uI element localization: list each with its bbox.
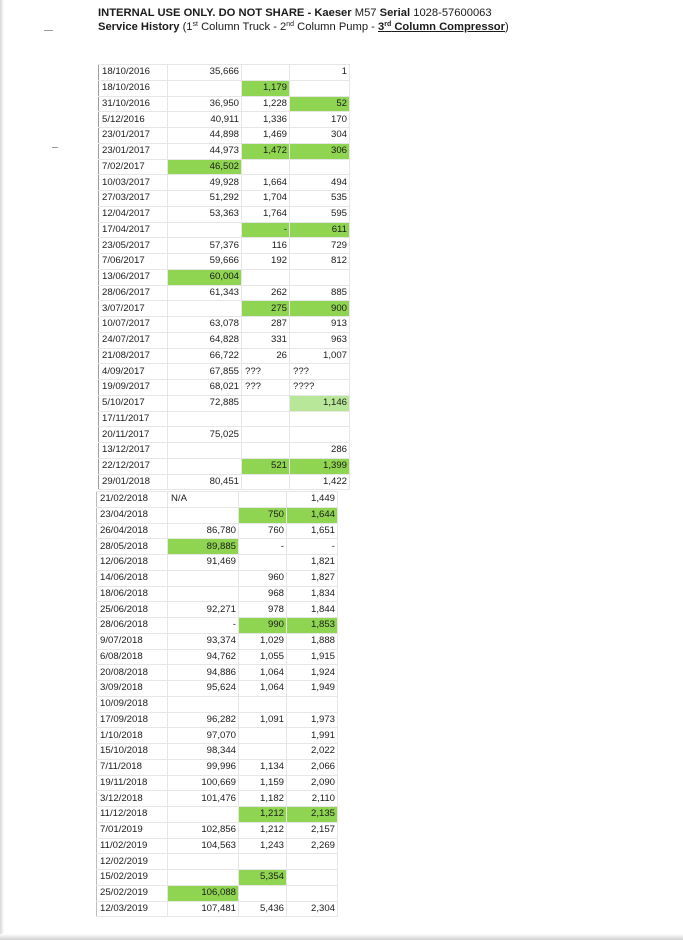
table-row [99,411,350,427]
pump-cell: 1,159 [239,775,287,791]
pump-cell: 1,064 [239,665,287,681]
compressor-cell: ???? [290,380,350,396]
truck-cell: 102,856 [168,822,239,838]
truck-cell: 40,911 [168,112,242,128]
date-cell: 15/10/2018 [97,744,168,760]
table-row [97,759,338,775]
table-row [99,269,350,285]
table-row [97,523,338,539]
pump-cell: 1,091 [239,712,287,728]
table-row [97,885,338,901]
header-line-1 [98,6,509,20]
pump-cell [242,395,290,411]
document-header [98,6,509,34]
pump-cell: 26 [242,348,290,364]
table-row [97,870,338,886]
table-row [99,191,350,207]
table-row [97,775,338,791]
table-row [97,854,338,870]
table-row [97,570,338,586]
compressor-cell: 1,949 [287,681,338,697]
pump-cell: - [239,539,287,555]
truck-cell: 63,078 [168,317,242,333]
truck-cell: 94,762 [168,649,239,665]
truck-cell [168,586,239,602]
truck-cell: 60,004 [168,269,242,285]
date-cell: 20/08/2018 [97,665,168,681]
confidentiality-notice: INTERNAL USE ONLY. DO NOT SHARE - Kaeser [98,7,352,19]
truck-cell: 94,886 [168,665,239,681]
table-row [97,649,338,665]
truck-cell: 99,996 [168,759,239,775]
table-row [99,301,350,317]
compressor-cell: 1,924 [287,665,338,681]
date-cell: 12/03/2019 [97,901,168,917]
compressor-cell: 2,304 [287,901,338,917]
table-row [99,206,350,222]
table-row [99,427,350,443]
table-row [99,128,350,144]
compressor-cell: 170 [290,112,350,128]
table-row [99,348,350,364]
date-cell: 25/02/2019 [97,885,168,901]
table-row [97,728,338,744]
pump-cell [239,854,287,870]
truck-cell: 53,363 [168,206,242,222]
truck-cell [168,507,239,523]
date-cell: 10/03/2017 [99,175,168,191]
compressor-cell [287,885,338,901]
truck-cell [168,854,239,870]
table-row [99,112,350,128]
date-cell: 23/01/2017 [99,128,168,144]
compressor-cell: 1,644 [287,507,338,523]
compressor-cell: 963 [290,332,350,348]
date-cell: 19/09/2017 [99,380,168,396]
truck-cell: 64,828 [168,332,242,348]
table-row [99,175,350,191]
date-cell: 17/11/2017 [99,411,168,427]
compressor-cell: 1,146 [290,395,350,411]
compressor-cell: 812 [290,254,350,270]
compressor-cell: 1,973 [287,712,338,728]
table-row [99,474,350,490]
truck-cell: 80,451 [168,474,242,490]
compressor-cell: 2,110 [287,791,338,807]
service-table-body [97,492,338,917]
pump-cell: - [242,222,290,238]
pump-cell [242,65,290,81]
truck-cell: - [168,618,239,634]
compressor-cell: 1,888 [287,633,338,649]
scanned-page-bottom-edge [0,934,683,940]
ordinal-suffix: rd [384,21,392,28]
compressor-cell [287,854,338,870]
truck-cell: 66,722 [168,348,242,364]
pump-cell: 5,354 [239,870,287,886]
compressor-cell: 1,844 [287,602,338,618]
truck-cell: 96,282 [168,712,239,728]
compressor-cell: 1,651 [287,523,338,539]
compressor-cell: 1,915 [287,649,338,665]
column-legend-text: ) [505,21,509,33]
truck-cell: 44,898 [168,128,242,144]
compressor-cell: 1 [290,65,350,81]
date-cell: 7/01/2019 [97,822,168,838]
compressor-cell: 1,991 [287,728,338,744]
table-row [99,254,350,270]
pump-cell: 1,243 [239,838,287,854]
pump-cell: 116 [242,238,290,254]
table-row [97,555,338,571]
truck-cell: 92,271 [168,602,239,618]
pump-cell [239,492,287,508]
pump-cell [239,555,287,571]
truck-cell: 36,950 [168,96,242,112]
pump-cell: 968 [239,586,287,602]
date-cell: 31/10/2016 [99,96,168,112]
compressor-cell: 306 [290,143,350,159]
compressor-cell [290,427,350,443]
truck-cell: 35,666 [168,65,242,81]
date-cell: 13/12/2017 [99,443,168,459]
truck-cell: 68,021 [168,380,242,396]
compressor-cell: 729 [290,238,350,254]
truck-cell [168,458,242,474]
truck-cell: 97,070 [168,728,239,744]
table-row [99,332,350,348]
column-legend-text: Column Truck - 2 [197,21,287,33]
pump-cell: 5,436 [239,901,287,917]
ordinal-suffix: st [192,21,198,28]
column-legend-text: Column Pump - [294,21,378,33]
table-row [99,238,350,254]
truck-cell: 75,025 [168,427,242,443]
date-cell: 24/07/2017 [99,332,168,348]
pump-cell: 1,704 [242,191,290,207]
table-row [97,602,338,618]
compressor-column-label [378,21,505,33]
date-cell: 4/09/2017 [99,364,168,380]
service-table-2016-2018 [98,64,350,490]
scan-mark [44,30,53,31]
scan-mark [52,147,58,148]
compressor-cell: 2,157 [287,822,338,838]
compressor-cell: 2,269 [287,838,338,854]
truck-cell: 93,374 [168,633,239,649]
compressor-cell: 1,399 [290,458,350,474]
compressor-cell: 304 [290,128,350,144]
pump-cell: 1,029 [239,633,287,649]
table-row [99,364,350,380]
date-cell: 9/07/2018 [97,633,168,649]
truck-cell: 101,476 [168,791,239,807]
compressor-cell: ??? [290,364,350,380]
table-row [97,696,338,712]
truck-cell [168,411,242,427]
compressor-cell: 535 [290,191,350,207]
pump-cell: 262 [242,285,290,301]
pump-cell [239,744,287,760]
compressor-cell: 2,135 [287,807,338,823]
truck-cell [168,696,239,712]
truck-cell [168,570,239,586]
compressor-cell: 1,449 [287,492,338,508]
pump-cell [242,159,290,175]
compressor-cell: 2,066 [287,759,338,775]
serial-label: Serial [379,7,411,19]
pump-cell: 192 [242,254,290,270]
column-legend-text: (1 [179,21,193,33]
compressor-cell: 1,834 [287,586,338,602]
pump-cell: 1,228 [242,96,290,112]
column-number: 3 [378,21,385,33]
date-cell: 13/06/2017 [99,269,168,285]
table-row [99,65,350,81]
date-cell: 25/06/2018 [97,602,168,618]
compressor-cell: 1,422 [290,474,350,490]
table-row [99,380,350,396]
table-row [97,633,338,649]
table-row [99,395,350,411]
truck-cell [168,443,242,459]
date-cell: 5/12/2016 [99,112,168,128]
truck-cell [168,807,239,823]
date-cell: 27/03/2017 [99,191,168,207]
truck-cell: 107,481 [168,901,239,917]
pump-cell [242,443,290,459]
pump-cell: 1,472 [242,143,290,159]
compressor-cell: 1,853 [287,618,338,634]
date-cell: 19/11/2018 [97,775,168,791]
date-cell: 11/02/2019 [97,838,168,854]
header-line-2 [98,20,509,34]
service-table-body [99,65,350,490]
date-cell: 15/02/2019 [97,870,168,886]
pump-cell: 1,336 [242,112,290,128]
pump-cell [242,269,290,285]
truck-cell [168,222,242,238]
truck-cell: 59,666 [168,254,242,270]
compressor-cell: 2,022 [287,744,338,760]
compressor-cell [290,411,350,427]
pump-cell: 1,212 [239,822,287,838]
compressor-cell: 1,821 [287,555,338,571]
date-cell: 20/11/2017 [99,427,168,443]
truck-cell: 51,292 [168,191,242,207]
compressor-cell: 286 [290,443,350,459]
pump-cell: 1,212 [239,807,287,823]
pump-cell [239,696,287,712]
pump-cell: 1,182 [239,791,287,807]
date-cell: 3/07/2017 [99,301,168,317]
table-row [99,80,350,96]
table-row [99,285,350,301]
compressor-cell: 913 [290,317,350,333]
compressor-cell: 1,007 [290,348,350,364]
compressor-cell: - [287,539,338,555]
table-row [97,665,338,681]
pump-cell: 331 [242,332,290,348]
pump-cell: 1,764 [242,206,290,222]
date-cell: 12/04/2017 [99,206,168,222]
service-history-title: Service History [98,21,180,33]
pump-cell [242,474,290,490]
table-row [97,744,338,760]
date-cell: 7/06/2017 [99,254,168,270]
date-cell: 29/01/2018 [99,474,168,490]
truck-cell: 46,502 [168,159,242,175]
date-cell: 18/06/2018 [97,586,168,602]
table-row [99,317,350,333]
truck-cell: 100,669 [168,775,239,791]
pump-cell: 1,179 [242,80,290,96]
service-table-2018-2019 [96,491,338,917]
pump-cell: 521 [242,458,290,474]
pump-cell: 1,134 [239,759,287,775]
date-cell: 18/10/2016 [99,65,168,81]
pump-cell: ??? [242,364,290,380]
pump-cell: ??? [242,380,290,396]
pump-cell: 1,064 [239,681,287,697]
pump-cell: 990 [239,618,287,634]
compressor-cell [290,269,350,285]
pump-cell [239,728,287,744]
pump-cell: 750 [239,507,287,523]
table-row [97,681,338,697]
table-row [99,96,350,112]
date-cell: 3/09/2018 [97,681,168,697]
date-cell: 17/09/2018 [97,712,168,728]
truck-cell: 57,376 [168,238,242,254]
date-cell: 12/06/2018 [97,555,168,571]
truck-cell: 44,973 [168,143,242,159]
truck-cell: 91,469 [168,555,239,571]
truck-cell: 98,344 [168,744,239,760]
date-cell: 7/02/2017 [99,159,168,175]
table-row [99,222,350,238]
table-row [99,159,350,175]
date-cell: 18/10/2016 [99,80,168,96]
ordinal-suffix: nd [286,21,295,28]
pump-cell [242,427,290,443]
table-row [97,492,338,508]
date-cell: 23/01/2017 [99,143,168,159]
compressor-cell [290,80,350,96]
compressor-cell: 595 [290,206,350,222]
table-row [97,618,338,634]
table-row [97,807,338,823]
truck-cell: 67,855 [168,364,242,380]
date-cell: 21/02/2018 [97,492,168,508]
date-cell: 22/12/2017 [99,458,168,474]
pump-cell: 978 [239,602,287,618]
date-cell: 1/10/2018 [97,728,168,744]
truck-cell: 72,885 [168,395,242,411]
date-cell: 23/04/2018 [97,507,168,523]
date-cell: 28/06/2018 [97,618,168,634]
pump-cell [242,411,290,427]
compressor-cell: 885 [290,285,350,301]
compressor-cell: 494 [290,175,350,191]
date-cell: 10/07/2017 [99,317,168,333]
pump-cell: 760 [239,523,287,539]
column-legend-text: Column Compressor [391,21,505,33]
compressor-cell: 611 [290,222,350,238]
date-cell: 21/08/2017 [99,348,168,364]
truck-cell [168,870,239,886]
table-row [99,443,350,459]
table-row [97,791,338,807]
date-cell: 17/04/2017 [99,222,168,238]
table-row [97,901,338,917]
truck-cell [168,301,242,317]
serial-number: 1028-57600063 [410,7,492,19]
date-cell: 26/04/2018 [97,523,168,539]
pump-cell [239,885,287,901]
pump-cell: 1,055 [239,649,287,665]
truck-cell: 95,624 [168,681,239,697]
compressor-cell: 1,827 [287,570,338,586]
date-cell: 11/12/2018 [97,807,168,823]
date-cell: 28/05/2018 [97,539,168,555]
date-cell: 7/11/2018 [97,759,168,775]
compressor-cell: 52 [290,96,350,112]
pump-cell: 1,469 [242,128,290,144]
truck-cell: 106,088 [168,885,239,901]
truck-cell: 86,780 [168,523,239,539]
truck-cell [168,80,242,96]
pump-cell: 960 [239,570,287,586]
pump-cell: 275 [242,301,290,317]
compressor-cell: 2,090 [287,775,338,791]
compressor-cell: 900 [290,301,350,317]
date-cell: 14/06/2018 [97,570,168,586]
compressor-cell [290,159,350,175]
truck-cell: 89,885 [168,539,239,555]
date-cell: 3/12/2018 [97,791,168,807]
date-cell: 23/05/2017 [99,238,168,254]
truck-cell: 104,563 [168,838,239,854]
compressor-cell [287,696,338,712]
table-row [99,458,350,474]
truck-cell: 61,343 [168,285,242,301]
pump-cell: 1,664 [242,175,290,191]
pump-cell: 287 [242,317,290,333]
compressor-cell [287,870,338,886]
table-row [97,838,338,854]
table-row [97,539,338,555]
table-row [97,586,338,602]
truck-cell: 49,928 [168,175,242,191]
table-row [97,822,338,838]
date-cell: 5/10/2017 [99,395,168,411]
model-text: M57 [351,7,380,19]
date-cell: 6/08/2018 [97,649,168,665]
date-cell: 10/09/2018 [97,696,168,712]
scanned-page-edge [0,0,4,940]
date-cell: 28/06/2017 [99,285,168,301]
date-cell: 12/02/2019 [97,854,168,870]
table-row [99,143,350,159]
table-row [97,712,338,728]
table-row [97,507,338,523]
truck-cell: N/A [168,492,239,508]
